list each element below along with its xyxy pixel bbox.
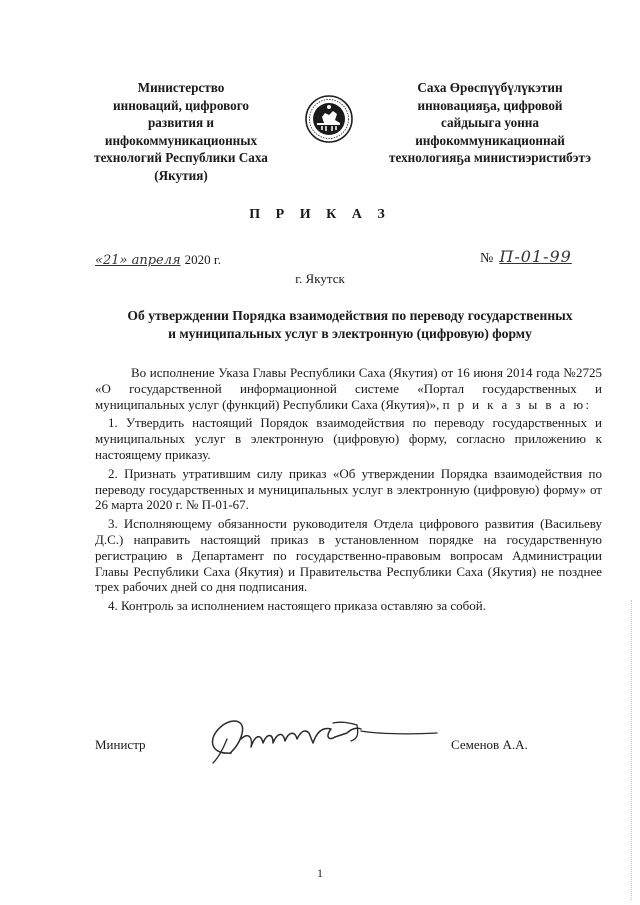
header-left-line: Министерство	[137, 80, 225, 95]
header-left-line: инноваций, цифрового	[113, 97, 249, 113]
order-item: 4. Контроль за исполнением настоящего приказа оставляю за собой.	[108, 598, 486, 614]
header-left-line: инфокоммуникационных	[104, 132, 258, 148]
header-right-line: инновацияҕа, цифровой	[417, 97, 563, 113]
ministry-name-russian	[76, 79, 286, 185]
preamble-text: Во исполнение Указа Главы Республики Саха (Якутия) от 16 июня 2014 года №2725 «О государственной информационной системе «Портал государственных и муниципальных услуг (функций) Республики Саха (Якутия)»,	[95, 365, 602, 412]
order-subject	[95, 307, 605, 342]
header-left-line: технологий Республики Саха	[94, 150, 268, 166]
header-right-line: сайдыыга уонна	[441, 115, 539, 131]
header-left-line: (Якутия)	[154, 167, 208, 183]
subject-line: и муниципальных услуг в электронную (цифровую) форму	[168, 325, 532, 341]
order-body	[95, 365, 602, 614]
order-item: 2. Признать утратившим силу приказ «Об утверждении Порядка взаимодействия по переводу государственных и муниципальных услуг в электронную (цифровую) форму» от 26 марта 2020 г. № П-01-67.	[95, 465, 602, 513]
ministry-name-yakut	[370, 79, 610, 167]
city: г. Якутск	[295, 271, 345, 286]
handwritten-number: П-01-99	[499, 247, 572, 266]
header-right-line: технологияҕа министиэристибэтэ	[389, 150, 591, 166]
date-year: 2020 г.	[184, 252, 221, 267]
coat-of-arms-icon	[304, 94, 354, 144]
page-number: 1	[317, 868, 323, 880]
order-word: п р и к а з ы в а ю:	[442, 396, 592, 412]
header-left-line: развития и	[147, 115, 215, 131]
handwritten-signature	[201, 709, 441, 769]
signer-name: Семенов А.А.	[451, 737, 528, 752]
preamble-paragraph	[95, 365, 602, 412]
number-sign: №	[480, 251, 494, 266]
document-title: П Р И К А З	[249, 207, 391, 222]
order-date	[95, 252, 221, 268]
order-number	[480, 247, 572, 267]
signer-role: Министр	[95, 737, 146, 752]
header-right-line: Саха Өрөспүүбүлүкэтин	[417, 80, 563, 95]
subject-line: Об утверждении Порядка взаимодействия по переводу государственных	[127, 308, 573, 323]
handwritten-date: «21» апреля	[95, 253, 181, 268]
header-right-line: инфокоммуникационнай	[415, 132, 565, 148]
order-item: 1. Утвердить настоящий Порядок взаимодействия по переводу государственных и муниципальных услуг в электронную (цифровую) форму, согласно приложению к настоящему приказу.	[95, 415, 602, 462]
signature-block	[95, 731, 605, 771]
order-item: 3. Исполняющему обязанности руководителя Отдела цифрового развития (Васильеву Д.С.) направить настоящий приказ в установленном порядке на государственную регистрацию в Департамент по государственно-правовым вопросам Администрации Главы Республики Саха (Якутия) и Правительства Республики Саха (Якутия) не позднее трех рабочих дней со дня подписания.	[95, 516, 602, 595]
scan-edge-artifact	[631, 600, 634, 900]
